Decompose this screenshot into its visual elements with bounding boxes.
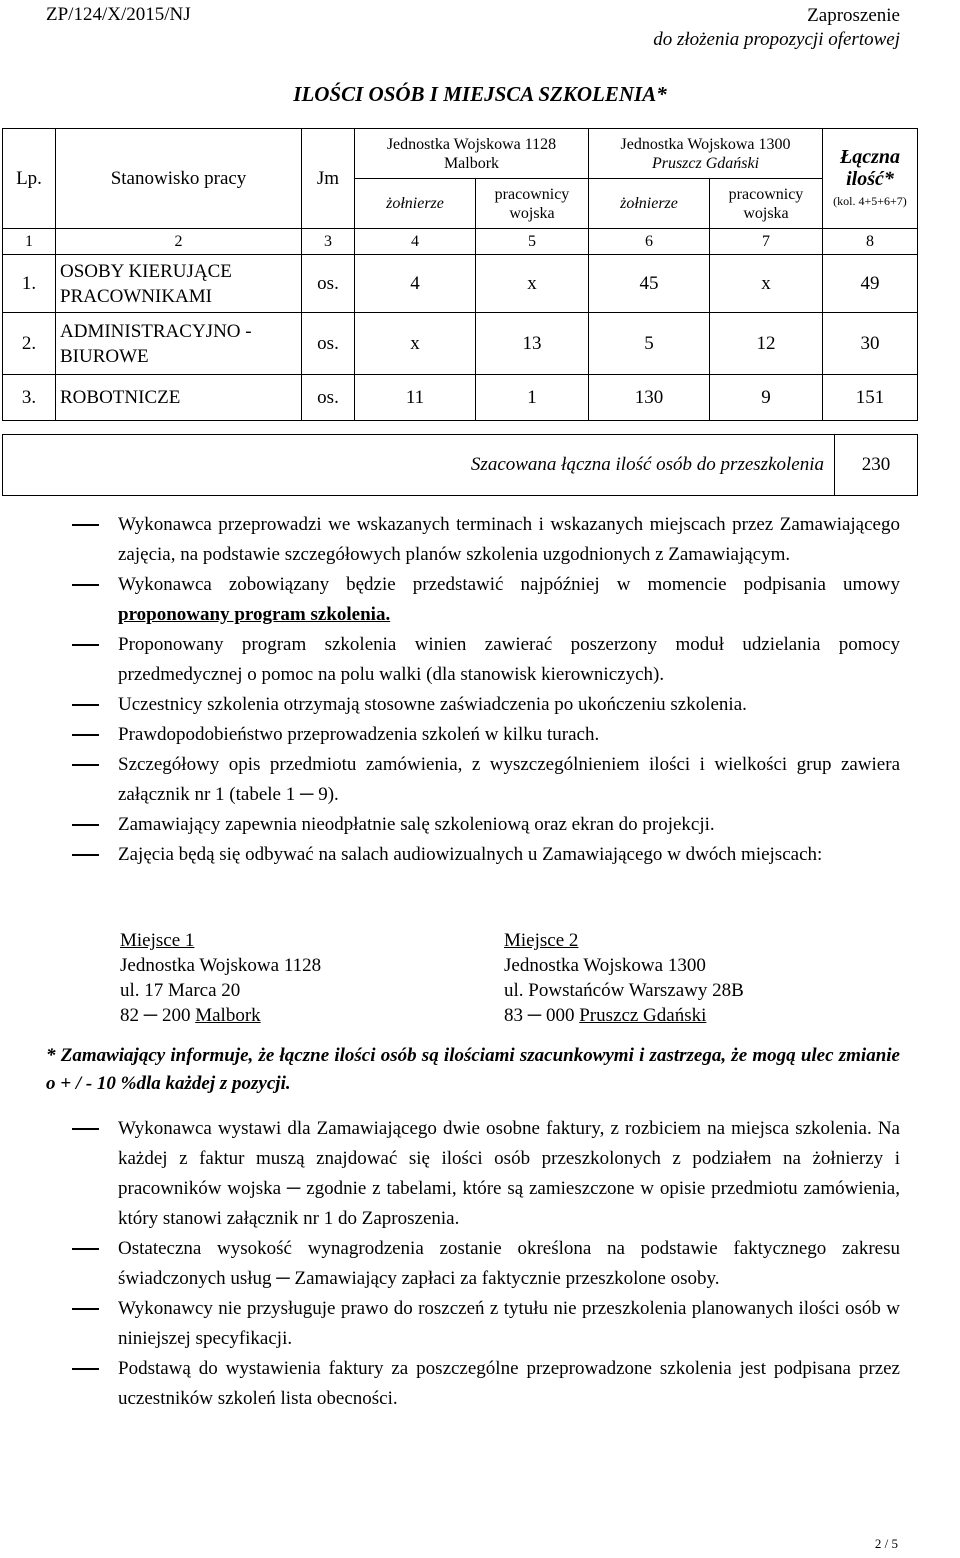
column-number: 5 [476,229,589,255]
document-reference: ZP/124/X/2015/NJ [46,4,191,25]
personnel-table [2,128,918,421]
location-1-unit: Jednostka Wojskowa 1128 [120,955,322,976]
header-position: Stanowisko pracy [56,129,302,229]
header-total [823,129,918,229]
unit2-city: Pruszcz Gdański [651,154,760,172]
location-2-label: Miejsce 2 [504,930,579,951]
row-position: OSOBY KIERUJĄCE PRACOWNIKAMI [56,255,302,313]
row-jm: os. [302,255,355,313]
list-item: Wykonawcy nie przysługuje prawo do roszczeń z tytułu nie przeszkolenia planowanych ilości osób w niniejszej specyfikacji. [72,1294,900,1354]
location-2 [504,928,744,1028]
column-number: 2 [56,229,302,255]
total-label-3: (kol. 4+5+6+7) [833,193,907,208]
column-number: 8 [823,229,918,255]
unit2-workers-header: pracownicy wojska [710,179,823,229]
location-2-city-line [504,1003,744,1028]
unit1-name: Jednostka Wojskowa 1128 [386,135,557,153]
row-lp: 3. [3,375,56,421]
location-2-unit: Jednostka Wojskowa 1300 [504,955,706,976]
row-value: 12 [710,313,823,375]
row-value: 11 [355,375,476,421]
document-type [653,4,900,52]
list-item-text: Wykonawca zobowiązany będzie przedstawić najpóźniej w momencie podpisania umowy [118,574,900,595]
row-total: 49 [823,255,918,313]
bullet-list-2 [72,1114,900,1414]
page-title: ILOŚCI OSÓB I MIEJSCA SZKOLENIA* [293,82,667,106]
list-item: Podstawą do wystawienia faktury za poszczególne przeprowadzone szkolenia jest podpisana przez uczestników szkoleń lista obecności. [72,1354,900,1414]
location-1-street: ul. 17 Marca 20 [120,980,241,1001]
document-type-line2: do złożenia propozycji ofertowej [653,29,900,50]
row-value: 45 [589,255,710,313]
summary-label: Szacowana łączna ilość osób do przeszkolenia [3,435,835,496]
list-item: Wykonawca przeprowadzi we wskazanych terminach i wskazanych miejscach przez Zamawiającego zajęcia, na podstawie szczegółowych planów szkolenia uzgodnionych z Zamawiającym. [72,510,900,570]
location-1-city: Malbork [195,1005,261,1026]
row-jm: os. [302,375,355,421]
list-item: Uczestnicy szkolenia otrzymają stosowne zaświadczenia po ukończeniu szkolenia. [72,690,900,720]
unit1-city: Malbork [443,154,500,172]
column-number: 3 [302,229,355,255]
row-value: x [476,255,589,313]
table-row [3,255,918,313]
row-value: 5 [589,313,710,375]
row-total: 151 [823,375,918,421]
unit2-soldiers-header: żołnierze [589,179,710,229]
list-item: Zamawiający zapewnia nieodpłatnie salę szkoleniową oraz ekran do projekcji. [72,810,900,840]
row-value: x [355,313,476,375]
unit1-workers-header: pracownicy wojska [476,179,589,229]
list-item: Szczegółowy opis przedmiotu zamówienia, z wyszczególnieniem ilości i wielkości grup zawiera załącznik nr 1 (tabele 1 ─ 9). [72,750,900,810]
location-1-city-line [120,1003,321,1028]
list-item: Wykonawca wystawi dla Zamawiającego dwie osobne faktury, z rozbiciem na miejsca szkolenia. Na każdej z faktur muszą znajdować się ilości osób przeszkolonych z podziałem na żołnierzy i pracowników wojska ─ zgodnie z tabelami, które są zamieszczone w opisie przedmiotu zamówienia, który stanowi załącznik nr 1 do Zaproszenia. [72,1114,900,1234]
row-value: 9 [710,375,823,421]
column-number: 7 [710,229,823,255]
bullet-list-1 [72,510,900,870]
row-value: 4 [355,255,476,313]
program-link-text: proponowany program szkolenia. [118,604,391,625]
total-label-2: ilość* [846,167,894,190]
column-number: 4 [355,229,476,255]
header-unit1 [355,129,589,179]
row-value: x [710,255,823,313]
location-1 [120,928,321,1028]
document-type-line1: Zaproszenie [807,5,900,26]
row-jm: os. [302,313,355,375]
estimate-note: * Zamawiający informuje, że łączne ilości osób są ilościami szacunkowymi i zastrzega, że mogą ulec zmianie o + / - 10 %dla każdej z pozycji. [46,1045,900,1094]
page-number: 2 / 5 [874,1536,898,1551]
list-item: Zajęcia będą się odbywać na salach audiowizualnych u Zamawiającego w dwóch miejscach: [72,840,900,870]
row-position: ROBOTNICZE [56,375,302,421]
header-unit2 [589,129,823,179]
summary-value: 230 [835,435,918,496]
row-lp: 2. [3,313,56,375]
row-value: 130 [589,375,710,421]
location-1-label: Miejsce 1 [120,930,195,951]
row-value: 13 [476,313,589,375]
row-position: ADMINISTRACYJNO - BIUROWE [56,313,302,375]
summary-table [2,434,918,496]
list-item [72,570,900,630]
location-2-street: ul. Powstańców Warszawy 28B [504,980,744,1001]
table-row [3,313,918,375]
table-row [3,375,918,421]
list-item: Prawdopodobieństwo przeprowadzenia szkoleń w kilku turach. [72,720,900,750]
row-total: 30 [823,313,918,375]
total-label-1: Łączna [840,145,900,168]
location-2-zip: 83 ─ 000 [504,1005,575,1026]
location-1-zip: 82 ─ 200 [120,1005,191,1026]
location-2-city: Pruszcz Gdański [579,1005,707,1026]
column-number: 1 [3,229,56,255]
row-lp: 1. [3,255,56,313]
unit1-soldiers-header: żołnierze [355,179,476,229]
list-item: Proponowany program szkolenia winien zawierać poszerzony moduł udzielania pomocy przedmedycznej o pomoc na polu walki (dla stanowisk kierowniczych). [72,630,900,690]
header-lp: Lp. [3,129,56,229]
row-value: 1 [476,375,589,421]
header-jm: Jm [302,129,355,229]
unit2-name: Jednostka Wojskowa 1300 [620,135,791,153]
list-item: Ostateczna wysokość wynagrodzenia zostanie określona na podstawie faktycznego zakresu świadczonych usług ─ Zamawiający zapłaci za faktycznie przeszkolone osoby. [72,1234,900,1294]
column-number: 6 [589,229,710,255]
